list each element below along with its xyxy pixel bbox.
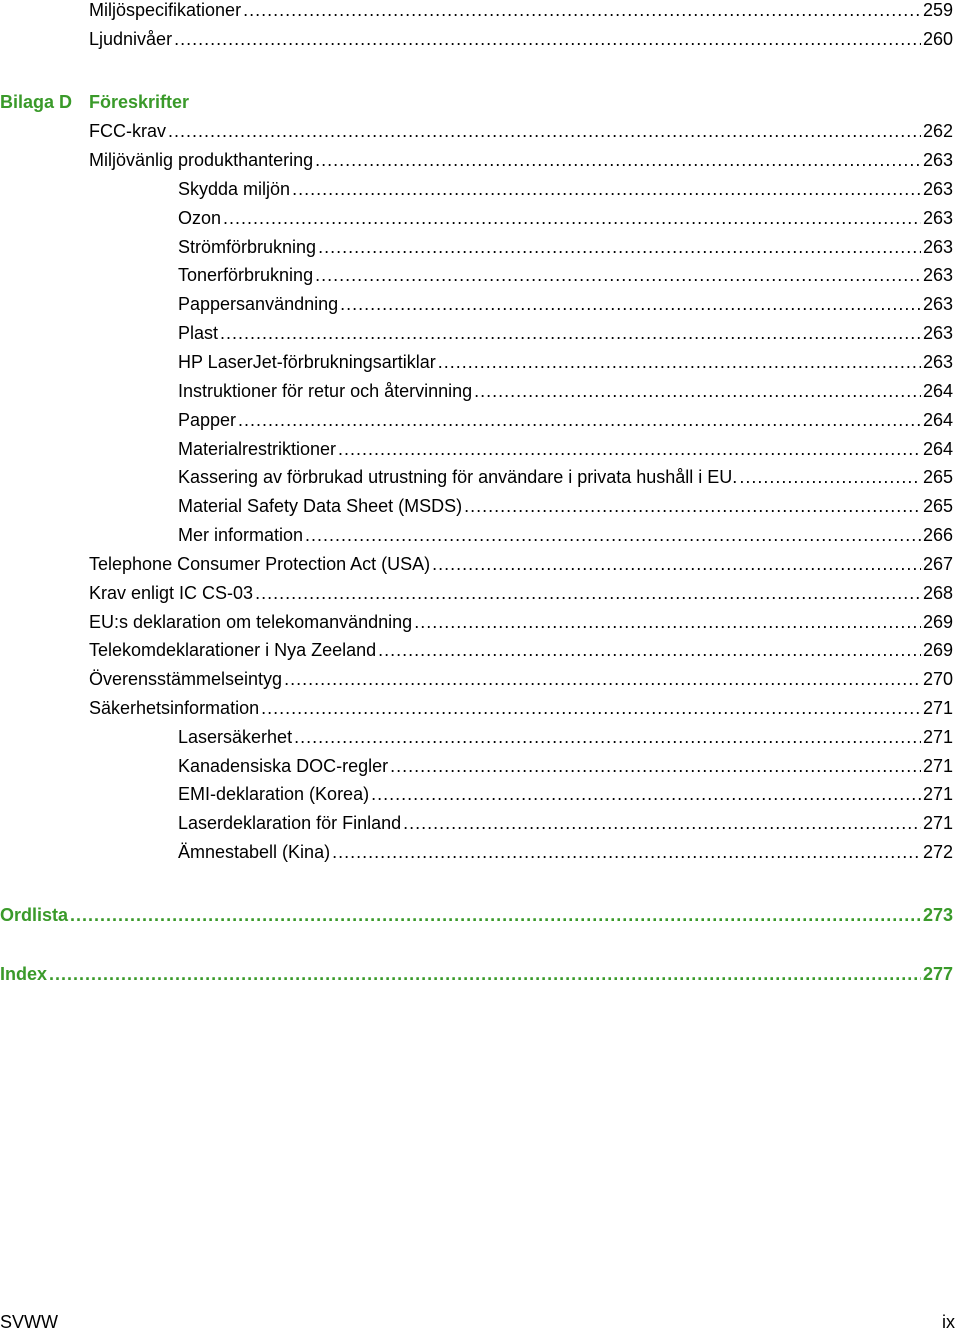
toc-leader-dots xyxy=(332,839,921,865)
toc-entry-label: FCC-krav xyxy=(89,121,166,141)
toc-entry-page: 263 xyxy=(922,179,953,199)
toc-major-label: Ordlista xyxy=(0,905,69,925)
toc-entry[interactable] xyxy=(89,551,953,577)
toc-entry-page: 269 xyxy=(922,612,953,632)
footer-left: SVWW xyxy=(0,1312,58,1332)
toc-entry-page: 271 xyxy=(922,813,953,833)
toc-entry[interactable] xyxy=(178,234,953,260)
toc-entry-page: 263 xyxy=(922,265,953,285)
toc-entry-label: Telephone Consumer Protection Act (USA) xyxy=(89,554,431,574)
toc-entry-label: Ämnestabell (Kina) xyxy=(178,842,331,862)
toc-entry-page: 264 xyxy=(922,439,953,459)
toc-entry-page: 268 xyxy=(922,583,953,603)
toc-leader-dots xyxy=(432,551,921,577)
toc-leader-dots xyxy=(318,234,921,260)
toc-leader-dots xyxy=(315,262,921,288)
toc-entry-page: 263 xyxy=(922,323,953,343)
toc-entry[interactable] xyxy=(178,205,953,231)
toc-entry-label: Miljöspecifikationer xyxy=(89,0,242,20)
toc-entry-label: Krav enligt IC CS-03 xyxy=(89,583,254,603)
toc-leader-dots xyxy=(49,961,921,987)
toc-leader-dots xyxy=(284,666,921,692)
toc-leader-dots xyxy=(220,320,921,346)
toc-entry-page: 263 xyxy=(922,237,953,257)
toc-entry-label: Kassering av förbrukad utrustning för användare i privata hushåll i EU. xyxy=(178,467,738,487)
toc-entry[interactable] xyxy=(178,349,953,375)
toc-leader-dots xyxy=(464,493,921,519)
toc-entry-page: 271 xyxy=(922,756,953,776)
toc-entry-label: Säkerhetsinformation xyxy=(89,698,260,718)
toc-entry-page: 260 xyxy=(922,29,953,49)
toc-entry[interactable] xyxy=(89,637,953,663)
toc-entry[interactable] xyxy=(89,147,953,173)
toc-entry[interactable] xyxy=(178,262,953,288)
toc-entry-label: Överensstämmelseintyg xyxy=(89,669,283,689)
toc-entry[interactable] xyxy=(89,609,953,635)
toc-entry[interactable] xyxy=(178,522,953,548)
toc-entry[interactable] xyxy=(178,320,953,346)
toc-leader-dots xyxy=(438,349,921,375)
toc-entry-page: 269 xyxy=(922,640,953,660)
toc-leader-dots xyxy=(739,464,921,490)
toc-leader-dots xyxy=(474,378,921,404)
toc-entry-label: Miljövänlig produkthantering xyxy=(89,150,314,170)
toc-entry-page: 270 xyxy=(922,669,953,689)
toc-leader-dots xyxy=(223,205,921,231)
toc-entry[interactable] xyxy=(178,839,953,865)
toc-entry[interactable] xyxy=(89,580,953,606)
toc-leader-dots xyxy=(238,407,921,433)
toc-entry-page: 264 xyxy=(922,410,953,430)
toc-leader-dots xyxy=(294,724,921,750)
toc-entry-label: Laserdeklaration för Finland xyxy=(178,813,402,833)
toc-entry[interactable] xyxy=(89,118,953,144)
toc-entry-page: 263 xyxy=(922,352,953,372)
toc-entry-page: 267 xyxy=(922,554,953,574)
toc-entry[interactable] xyxy=(178,407,953,433)
toc-entry-label: HP LaserJet-förbrukningsartiklar xyxy=(178,352,436,372)
toc-leader-dots xyxy=(305,522,921,548)
toc-entry[interactable] xyxy=(178,493,953,519)
toc-leader-dots xyxy=(292,176,921,202)
toc-leader-dots xyxy=(315,147,921,173)
toc-leader-dots xyxy=(378,637,921,663)
toc-entry[interactable] xyxy=(178,781,953,807)
toc-entry[interactable] xyxy=(178,724,953,750)
toc-index[interactable] xyxy=(0,961,953,987)
toc-entry-page: 265 xyxy=(922,496,953,516)
toc-entry-page: 264 xyxy=(922,381,953,401)
appendix-heading[interactable] xyxy=(0,89,189,115)
toc-entry-page: 262 xyxy=(922,121,953,141)
toc-entry-page: 263 xyxy=(922,294,953,314)
toc-entry-label: Ljudnivåer xyxy=(89,29,173,49)
toc-leader-dots xyxy=(255,580,921,606)
toc-entry[interactable] xyxy=(89,695,953,721)
appendix-title: Föreskrifter xyxy=(89,92,190,112)
toc-leader-dots xyxy=(70,902,921,928)
toc-entry[interactable] xyxy=(178,464,953,490)
toc-entry[interactable] xyxy=(178,176,953,202)
footer-page-number: ix xyxy=(942,1312,955,1332)
toc-leader-dots xyxy=(243,0,921,23)
toc-leader-dots xyxy=(390,753,921,779)
toc-leader-dots xyxy=(168,118,921,144)
toc-entry-page: 271 xyxy=(922,698,953,718)
toc-entry-label: Telekomdeklarationer i Nya Zeeland xyxy=(89,640,377,660)
toc-entry[interactable] xyxy=(178,291,953,317)
toc-leader-dots xyxy=(403,810,921,836)
toc-entry-label: Tonerförbrukning xyxy=(178,265,314,285)
toc-entry[interactable] xyxy=(89,26,953,52)
toc-entry-label: Instruktioner för retur och återvinning xyxy=(178,381,473,401)
toc-entry[interactable] xyxy=(178,810,953,836)
toc-leader-dots xyxy=(174,26,921,52)
toc-entry-label: Kanadensiska DOC-regler xyxy=(178,756,389,776)
appendix-number: Bilaga D xyxy=(0,92,73,112)
toc-entry-page: 259 xyxy=(922,0,953,20)
toc-glossary[interactable] xyxy=(0,902,953,928)
toc-entry[interactable] xyxy=(178,436,953,462)
toc-entry[interactable] xyxy=(89,666,953,692)
toc-entry-label: Skydda miljön xyxy=(178,179,291,199)
toc-entry-page: 263 xyxy=(922,150,953,170)
toc-major-label: Index xyxy=(0,964,48,984)
toc-entry-label: Strömförbrukning xyxy=(178,237,317,257)
toc-entry-label: Mer information xyxy=(178,525,304,545)
toc-leader-dots xyxy=(340,291,921,317)
toc-leader-dots xyxy=(371,781,921,807)
toc-entry-label: Lasersäkerhet xyxy=(178,727,293,747)
toc-entry-page: 265 xyxy=(922,467,953,487)
toc-entry-page: 272 xyxy=(922,842,953,862)
toc-leader-dots xyxy=(261,695,921,721)
toc-entry-label: Ozon xyxy=(178,208,222,228)
toc-entry-page: 271 xyxy=(922,784,953,804)
toc-entry-label: EU:s deklaration om telekomanvändning xyxy=(89,612,413,632)
toc-entry-page: 266 xyxy=(922,525,953,545)
toc-entry-page: 263 xyxy=(922,208,953,228)
toc-major-page: 277 xyxy=(922,964,953,984)
toc-entry[interactable] xyxy=(178,753,953,779)
toc-entry-page: 271 xyxy=(922,727,953,747)
toc-entry-label: Papper xyxy=(178,410,237,430)
toc-entry-label: EMI-deklaration (Korea) xyxy=(178,784,370,804)
toc-entry-label: Material Safety Data Sheet (MSDS) xyxy=(178,496,463,516)
toc-entry-label: Materialrestriktioner xyxy=(178,439,337,459)
toc-entry[interactable] xyxy=(178,378,953,404)
toc-entry[interactable] xyxy=(89,0,953,23)
toc-entry-label: Plast xyxy=(178,323,219,343)
toc-entry-label: Pappersanvändning xyxy=(178,294,339,314)
toc-leader-dots xyxy=(414,609,921,635)
toc-leader-dots xyxy=(338,436,921,462)
toc-major-page: 273 xyxy=(922,905,953,925)
